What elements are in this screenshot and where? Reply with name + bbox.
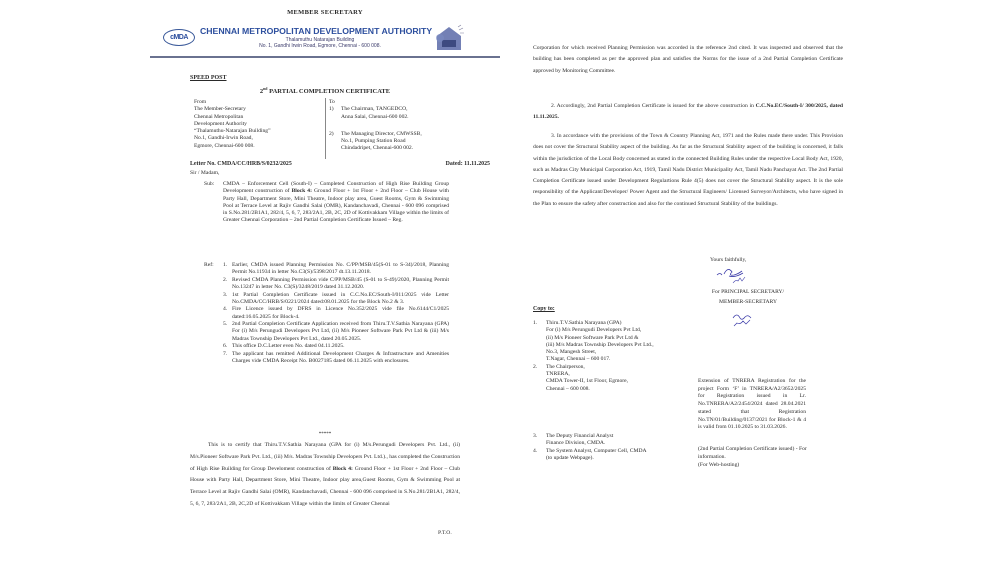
reference-text: Fire Licence issued by DFRS in Licence No.352/2025 vide file No.6144/C1/2025 dated:16.05.2025 for Block-4. [232,306,449,320]
copy-number: 2. [533,363,538,370]
salutation: Sir / Madam, [190,170,220,176]
reference-item [223,321,449,343]
copy-line: (iii) M/s Madras Township Developers Pvt Ltd., [546,341,654,348]
section-separator: ***** [318,432,332,437]
copy-line: TNRERA, [546,371,570,378]
reference-number: 4. [223,306,228,313]
copy-recipient [533,448,713,463]
title-number: 2 [259,88,264,95]
tnrera-extension-note: Extension of TNRERA Registration for the project Form ‘F’ in TNRERA/A2/3652/2025 for Registration issued in Lr. No.TNRERA/A2/2454/2024 dated 28.04.2021 stated that Registration No.TN/01/Building/0137/2021 for Block-1 & 4 is valid from 01.10.2025 to 31.03.2026. [698,378,806,431]
web-hosting-note: (For Web-hosting) [698,462,740,468]
to-recipient [329,131,499,153]
paragraph-structural-stability [533,131,843,210]
subject-part: CMDA – Enforcement Cell (South-I) – Completed Construction of High Rise Building Group Development construction of [223,181,449,195]
page-1 [150,0,500,580]
recipient-number: 1) [329,106,334,113]
reference-text: Revised CMDA Planning Permission vide C/PP/MSB/45 (S-01 to S-49)/2020, Planning Permit No.13247 in letter No. C3(S)/3248/2019 dated 31.12.2020. [232,276,449,291]
signatory-block [683,287,813,307]
copy-line: The Deputy Financial Analyst [546,432,614,439]
certification-paragraph [190,440,460,511]
copy-line: For (i) M/s Perungudi Developers Pvt Ltd, [546,327,642,334]
initials-icon [730,310,758,332]
copy-number: 3. [533,432,538,439]
copy-to-heading: Copy to: [533,306,555,312]
copy-line: Thiru.T.V.Sathia Narayana (GPA) [546,320,622,326]
reference-text: 1st Partial Completion Certificate issued in C.C.No.EC/South-I/011/2025 vide Letter No.CMDA/CC/HRB/S/0221/2024 dated:08.01.2025 for the Block No.2 & 3. [232,291,449,305]
recipient-number: 2) [329,130,334,137]
member-secretary-heading: MEMBER SECRETARY [287,9,363,16]
copy-recipient [533,364,713,393]
from-to-divider [325,98,326,159]
from-line: No.1, Gandhi-Irwin Road, [194,135,253,142]
reference-number: 5. [223,321,228,328]
subject-text [223,181,449,225]
reference-item [223,292,449,307]
copy-recipient [533,320,713,364]
reference-number: 1. [223,262,228,268]
to-recipient [329,106,499,121]
body-block: Block 4: [332,465,353,472]
reference-item [223,306,449,321]
reference-item [223,351,449,366]
signatory-line: MEMBER-SECRETARY [719,299,777,305]
reference-text: Earlier, CMDA issued Planning Permission No. C/PP/MSB/45(S-01 to S-34)/2018, Planning Permit No.11934 in letter No.C3(S)/5398/2017 dt.13.11.2018. [232,262,449,276]
reference-text: 2nd Partial Completion Certificate Application received from Thiru.T.V.Sathia Narayana (GPA) For (i) M/s Perungudi Developers Pvt Ltd, (ii) M/s Pioneer Software Park Pvt Ltd & (iii) M/s Madras Township Developers Pvt Ltd., dated 20.05.2025. [232,321,449,342]
from-label: From [194,99,207,105]
speed-post-label: SPEED POST [190,75,227,81]
copy-line: (to update Webpage). [546,454,594,461]
copy-number: 4. [533,447,538,454]
body-part: This is to certify that Thiru.T.V.Sathia Narayana (GPA for (i) M/s.Perungudi Developers Pvt. Ltd., (ii) M/s.Pioneer Software Park Pvt. Ltd., (iii) M/s. Madras Township Developers Pvt. Ltd.)., has completed the Construction of High Rise Building for Group Develoment construction of [190,442,460,472]
copy-number: 1. [533,320,538,326]
copy-to-list [533,320,713,462]
subject-block: Block 4: [291,188,312,195]
copy-line: The Chairperson, [546,363,585,370]
from-line: “Thalamuthu-Natarajan Building” [194,128,271,135]
from-block [194,99,324,150]
recipient-line: Chindadripet, Chennai-600 002. [341,145,414,152]
reference-item [223,343,449,350]
logo-text: cMDA [170,34,188,41]
reference-number: 3. [223,291,228,298]
reference-text: The applicant has remitted Additional Development Charges & Infrastructure and Amenities Charges vide CMDA Receipt No. B0027185 dated 06.11.2025 with enclosures. [232,350,449,364]
reference-item [223,277,449,292]
recipient-line: Anna Salai, Chennai-600 002. [341,113,409,120]
body-part: Ground Floor + 1st Floor + 2nd Floor – Club House with Party Hall, Department Store, Mini Theatre, Indoor play area,Guest Rooms, Gym & Swimming Pool at Terrace Level at Rajiv Gandhi Salai (OMR), Kandanchavadi, Chennai - 600 096 comprised in S.No.281/2B1A1, 282/4, 5, 6, 7, 283/2A1, 2B, 2C,2D of Kottivakkam Village within the limits of Greater Chennai [190,465,461,507]
from-line: Egmore, Chennai-600 008. [194,142,255,149]
from-line: Chennai Metropolitan [194,113,244,120]
references-list [223,262,449,365]
from-line: The Member-Secretary [194,106,246,113]
letter-number: Letter No. CMDA/CC/HRB/S/0232/2025 [190,161,292,167]
references-label: Ref: [204,262,214,268]
para3-text: 3. In accordance with the provisions of the Town & Country Planning Act, 1971 and the Rules made there under. This Provision does not cover the Structural Stability aspect of the building. As far as the Structural Stability aspect of the building is concerned, it falls within the jurisdiction of the Local Body concerned as stated in the connected Building Rules under the respective Local Body Act, 1920, such as Madras City Municipal Corporation Act, 1919, Tamil Nadu District Municipality Act, Tamil Nadu Panchayat Act. The 2nd Partial Completion Certificate issued under Development Regulartions Rule 4(5) does not cover the Structural Stability aspect. It is the sole responsibility of the Applicant/Developer/ Power Agent and the Structural Engineers/ Licensed Surveyor/Architects, who have signed in the Plan to ensure the safety after construction and also for the continued Structural Stability of the buildings. [533,133,843,207]
subject-label: Sub: [204,181,215,187]
subject-part: Ground Floor + 1st Floor + 2nd Floor – Club House with Party Hall, Department Store, Mini Theatre, Indoor play area, Guest Rooms, Gym & Swimming Pool at Terrace Level at Rajiv Gandhi Salai (OMR), Kandanchavadi, Chennai - 600 096 comprised in S.No.281/2B1A1, 282/4, 5, 6, 7, 283/2A1, 2B, 2C, 2D of Kottivakkam Village within the limits of Greater Chennai Corporation – 2nd Partial Completion Certificate Issued – Reg. [223,188,449,224]
copy-line: T.Nagar, Chennai – 600 017. [546,356,611,363]
signature-icon [715,265,755,287]
copy-line: No.3, Mangesh Street, [546,349,597,356]
title-superscript: nd [263,86,268,91]
para2-text: 2. Accordingly, 2nd Partial Completion Certificate is issued for the above construction in [551,103,756,109]
cc-number: C.C.No.EC/South-I/ 300/2025, dated 11.11.2025. [533,103,843,121]
organization-address: No. 1, Gandhi Irwin Road, Egmore, Chennai - 600 008. [259,43,381,49]
header-divider [150,56,500,58]
building-emblem-icon [433,24,465,52]
reference-number: 6. [223,343,228,350]
to-block [329,99,499,153]
organization-name: CHENNAI METROPOLITAN DEVELOPMENT AUTHORITY [200,26,433,36]
reference-item [223,262,449,277]
yours-faithfully: Yours faithfully, [710,257,747,263]
copy-line: CMDA Tower-II, 1st Floor, Egmore, [546,378,628,385]
recipient-line: The Managing Director, CMWSSB, [341,130,422,137]
signatory-line: For PRINCIPAL SECRETARY/ [711,289,785,295]
page-2 [520,0,860,580]
from-line: Development Authority [194,120,247,127]
letter-date: Dated: 11.11.2025 [445,161,490,167]
copy-line: (ii) M/s Pioneer Software Park Pvt Ltd & [546,334,639,341]
recipient-line: No.1, Pumping Station Road [341,138,406,145]
paragraph-inspection: Corporation for which received Planning Permission was accorded in the reference 2nd cited. It was inspected and observed that the building has been completed as per the approved plan and satisfies the Norms for the issue of a 2nd Partial Completion Certificate approved by Monitoring Committee. [533,45,843,74]
please-turn-over: P.T.O. [438,530,452,536]
paragraph-accordingly [533,101,843,124]
reference-text: This office D.C.Letter even No. dated 04.11.2025. [232,343,345,350]
certificate-title [150,88,500,95]
building-name: Thalamuthu Natarajan Building [285,37,355,43]
recipient-line: The Chairman, TANGEDCO, [341,106,408,113]
reference-number: 2. [223,276,228,283]
copy-line: Chennai – 600 008. [546,385,590,392]
copy-recipient [533,433,713,448]
reference-number: 7. [223,350,228,357]
copy-line: Finance Division, CMDA. [546,440,606,447]
cmda-logo-icon [163,29,195,46]
to-label: To [329,99,335,105]
title-text: PARTIAL COMPLETION CERTIFICATE [267,88,391,95]
copy-line: The System Analyst, Computer Cell, CMDA [546,447,647,454]
information-note: (2nd Partial Completion Certificate issued) - For information. [698,446,807,460]
